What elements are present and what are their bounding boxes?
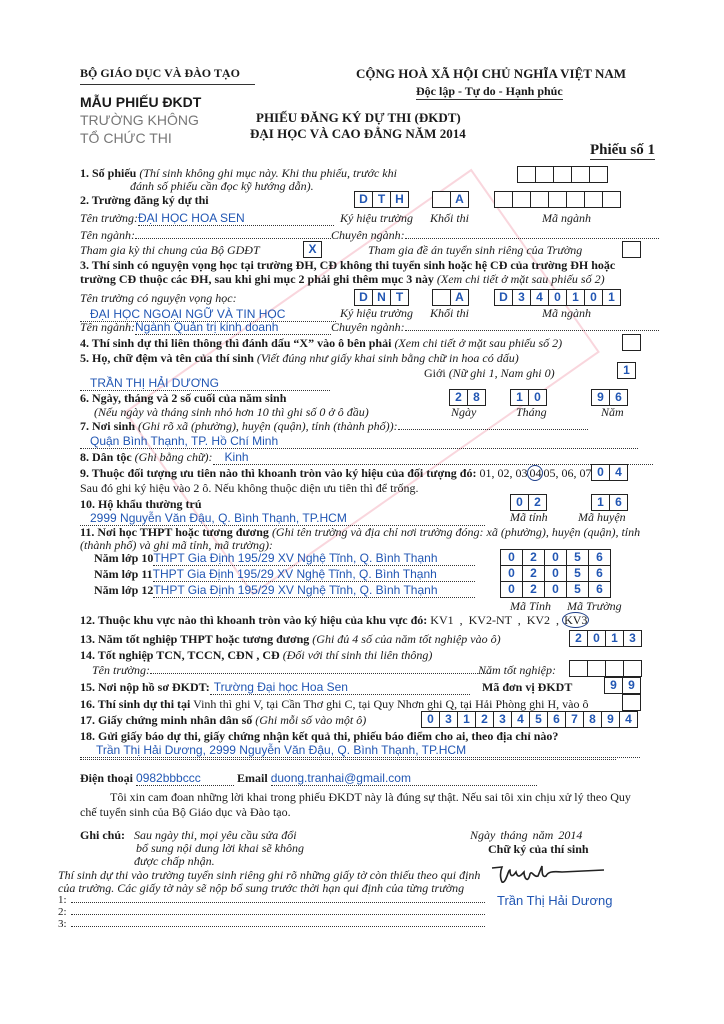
box-cell — [570, 661, 588, 676]
preferred-major-row — [80, 320, 659, 335]
section-11-note: (Ghi tên trường và địa chỉ nơi trường đóng: xã (phường), huyện (quận), tỉnh — [271, 525, 641, 539]
area-selected[interactable]: KV3 — [564, 613, 588, 627]
box-cell: 4 — [512, 712, 530, 727]
birth-year-boxes[interactable] — [591, 389, 628, 406]
contact-row — [80, 771, 537, 786]
full-name-row — [80, 374, 330, 392]
section-13-row — [80, 632, 501, 647]
section-1-label: 1. Số phiếu — [80, 166, 137, 180]
divider — [80, 84, 255, 85]
box-cell: 6 — [596, 566, 603, 580]
box-cell: 0 — [501, 550, 523, 565]
gender-note: (Nữ ghi 1, Nam ghi 0) — [448, 366, 555, 380]
box-cell: N — [373, 290, 391, 305]
box-cell — [433, 192, 451, 207]
birthplace-field[interactable]: Quận Bình Thạnh, TP. Hồ Chí Minh — [80, 434, 638, 449]
specialization-field[interactable] — [405, 238, 659, 239]
section-7-label: 7. Nơi sinh — [80, 419, 135, 433]
school-name-field[interactable]: ĐẠI HỌC HOA SEN — [138, 211, 334, 226]
box-cell: 2 — [534, 495, 541, 509]
exam-site-mark — [623, 695, 640, 710]
high-school-row — [94, 551, 475, 566]
preferred-school-code-label: Ký hiệu trường — [340, 306, 413, 320]
high-school-code-boxes[interactable] — [500, 549, 611, 566]
box-cell: 8 — [473, 390, 480, 404]
box-cell: 0 — [588, 631, 606, 646]
specialization-label: Chuyên ngành: — [331, 228, 405, 242]
section-1-note-2: đánh số phiếu cần đọc kỹ hướng dẫn). — [130, 179, 314, 193]
ethnicity-field[interactable]: Kinh — [213, 450, 653, 465]
preferred-major-code-boxes[interactable] — [494, 289, 621, 306]
signer-name: Trần Thị Hải Dương — [497, 893, 613, 908]
note-line-2: bổ sung nội dung lời khai sẽ không — [136, 841, 305, 855]
email-label: Email — [237, 771, 268, 785]
section-16-text: Vinh thì ghi V, tại Cần Thơ ghi C, tại Quy Nhơn ghi Q, tại Hải Phòng ghi H, vào ô — [193, 697, 589, 711]
section-14-row — [80, 648, 432, 663]
box-cell: 0 — [549, 290, 567, 305]
box-cell: 3 — [629, 631, 636, 645]
high-school-field[interactable]: THPT Gia Định 195/29 XV Nghệ Tĩnh, Q. Bình Thạnh — [153, 551, 475, 566]
missing-doc-2-field[interactable] — [71, 914, 485, 915]
box-cell: 6 — [615, 495, 622, 509]
box-cell: 5 — [567, 550, 589, 565]
id-number-boxes[interactable] — [421, 711, 638, 728]
form-id-boxes[interactable] — [517, 166, 608, 183]
major-label: Tên ngành: — [80, 228, 135, 242]
box-cell — [531, 192, 549, 207]
birth-month-boxes[interactable] — [510, 389, 547, 406]
hs-province-label: Mã Tỉnh — [510, 599, 552, 613]
preferred-school-label: Tên trường có nguyện vọng học: — [80, 291, 237, 305]
province-code-boxes[interactable] — [510, 494, 547, 511]
box-cell: 3 — [494, 712, 512, 727]
birthplace-row — [80, 432, 638, 450]
high-school-year-label: Năm lớp 11 — [94, 567, 153, 581]
box-cell — [518, 167, 536, 182]
s14-year-label: Năm tốt nghiệp: — [478, 663, 556, 677]
birthplace-extra-line[interactable] — [398, 429, 588, 430]
residence-field[interactable]: 2999 Nguyễn Văn Đậu, Q. Bình Thạnh, TP.HCM — [80, 511, 485, 526]
section-8-row — [80, 450, 653, 465]
box-cell — [495, 192, 513, 207]
section-3-label-2: trường CĐ thuộc các ĐH, sau khi ghi mục 2 phải ghi thêm mục 3 này — [80, 272, 434, 286]
section-3-label-2-row — [80, 272, 605, 287]
preferred-major-code-label: Mã ngành — [542, 306, 591, 320]
box-cell: 0 — [585, 290, 603, 305]
missing-doc-1-field[interactable] — [71, 902, 485, 903]
year-label: Năm — [601, 405, 624, 419]
section-15-label: 15. Nơi nộp hồ sơ ĐKDT: — [80, 680, 210, 694]
unit-code-label: Mã đơn vị ĐKDT — [482, 680, 573, 694]
high-school-row — [94, 567, 475, 582]
section-9-row — [80, 466, 591, 481]
section-17-note: (Ghi mỗi số vào một ô) — [255, 713, 367, 727]
section-5-label: 5. Họ, chữ đệm và tên của thí sinh — [80, 351, 254, 365]
signature-image — [488, 862, 608, 888]
box-cell — [590, 167, 607, 182]
s14-school-field[interactable] — [150, 673, 490, 674]
section-17-row — [80, 713, 366, 728]
section-15-row — [80, 680, 470, 695]
priority-code-boxes[interactable] — [591, 464, 628, 481]
box-cell: 1 — [458, 712, 476, 727]
preferred-block-boxes[interactable] — [432, 289, 469, 306]
school-code-label: Ký hiệu trường — [340, 211, 413, 225]
birth-day-boxes[interactable] — [449, 389, 486, 406]
preferred-school-code-boxes[interactable] — [354, 289, 409, 306]
box-cell: 9 — [605, 678, 623, 693]
high-school-year-label: Năm lớp 10 — [94, 551, 154, 565]
section-8-note: (Ghi bằng chữ): — [134, 450, 213, 464]
form-subtitle: ĐẠI HỌC VÀ CAO ĐẲNG NĂM 2014 — [250, 126, 466, 141]
section-10-label: 10. Hộ khẩu thường trú — [80, 497, 202, 511]
high-school-field[interactable]: THPT Gia Định 195/29 XV Nghệ Tĩnh, Q. Bình Thạnh — [153, 567, 475, 582]
missing-doc-1 — [58, 894, 485, 906]
box-cell — [624, 661, 641, 676]
box-cell — [606, 661, 624, 676]
high-school-field[interactable]: THPT Gia Định 195/29 XV Nghệ Tĩnh, Q. Bình Thạnh — [153, 583, 475, 598]
box-cell: 5 — [530, 712, 548, 727]
own-exam-label: Tham gia đề án tuyển sinh riêng của Trường — [368, 243, 583, 257]
priority-options-before: 01, 02, 03 — [479, 466, 528, 480]
box-cell: 3 — [440, 712, 458, 727]
box-cell: 3 — [513, 290, 531, 305]
gender-label-row — [424, 366, 555, 381]
box-cell: D — [355, 192, 373, 207]
joint-exam-label: Tham gia kỳ thi chung của Bộ GDĐT — [80, 243, 260, 257]
exam-site-box[interactable] — [622, 694, 641, 711]
box-cell: 0 — [534, 390, 541, 404]
box-cell: 0 — [511, 495, 529, 510]
section-5-note: (Viết đúng như giấy khai sinh bằng chữ in hoa có dấu) — [256, 351, 519, 365]
box-cell — [585, 192, 603, 207]
note-label: Ghi chú: — [80, 828, 126, 842]
section-4-row — [80, 336, 562, 351]
major-row — [80, 228, 659, 243]
high-school-row — [94, 583, 475, 598]
section-17-label: 17. Giấy chứng minh nhân dân số — [80, 713, 253, 727]
day-label: Ngày — [451, 405, 477, 419]
missing-doc-3-field[interactable] — [71, 926, 485, 927]
box-cell — [567, 192, 585, 207]
section-6-note: (Nếu ngày và tháng sinh nhỏ hơn 10 thì ghi số 0 ở ô đầu) — [94, 405, 369, 419]
box-cell — [513, 192, 531, 207]
section-12-label: 12. Thuộc khu vực nào thì khoanh tròn vào ký hiệu của khu vực đó: — [80, 613, 428, 627]
area-options: KV1 , KV2-NT , KV2 , — [430, 613, 560, 627]
mailing-address-field[interactable]: Trần Thị Hải Dương, 2999 Nguyễn Văn Đậu, Q. Bình Thạnh, TP.HCM — [80, 743, 640, 758]
section-12-row — [80, 613, 589, 628]
box-cell — [588, 661, 606, 676]
box-cell: 0 — [501, 566, 523, 581]
high-school-code-boxes[interactable] — [500, 565, 611, 582]
section-11-note-2: (thành phố) và ghi mã tỉnh, mã trường): — [80, 538, 273, 552]
box-cell: 0 — [545, 550, 567, 565]
transfer-mark — [623, 335, 640, 350]
box-cell: 4 — [531, 290, 549, 305]
gender-box[interactable] — [617, 362, 636, 379]
block-boxes[interactable] — [432, 191, 469, 208]
box-cell: 2 — [523, 582, 545, 597]
box-cell: 1 — [567, 290, 585, 305]
box-cell: D — [355, 290, 373, 305]
phone-label: Điện thoại — [80, 771, 134, 785]
box-cell: 6 — [615, 390, 622, 404]
box-cell: 0 — [545, 566, 567, 581]
box-cell: 4 — [615, 465, 622, 479]
box-cell: 8 — [584, 712, 602, 727]
block-label: Khối thi — [430, 211, 470, 225]
box-cell: 7 — [566, 712, 584, 727]
missing-doc-3-label: 3: — [58, 918, 67, 930]
box-cell: 4 — [625, 712, 632, 726]
mailing-row — [80, 741, 640, 759]
signature-date: Ngày tháng năm 2014 — [470, 828, 583, 842]
section-7-note: (Ghi rõ xã (phường), huyện (quận), tỉnh (thành phố)): — [138, 419, 398, 433]
box-cell: 9 — [592, 390, 610, 405]
box-cell: T — [373, 192, 391, 207]
month-label: Tháng — [516, 405, 547, 419]
high-school-code-boxes[interactable] — [500, 581, 611, 598]
section-5-row — [80, 351, 519, 366]
box-cell — [549, 192, 567, 207]
box-cell — [433, 290, 451, 305]
section-14-note: (Đối với thí sinh thi liên thông) — [282, 648, 433, 662]
form-title: PHIẾU ĐĂNG KÝ DỰ THI (ĐKDT) — [256, 110, 461, 125]
preferred-block-label: Khối thi — [430, 306, 470, 320]
section-9-line2: Sau đó ghi ký hiệu vào 2 ô. Nếu không thuộc diện ưu tiên thì để trống. — [80, 481, 419, 495]
missing-doc-2-label: 2: — [58, 906, 67, 918]
full-name-field[interactable]: TRẦN THỊ HẢI DƯƠNG — [80, 376, 330, 391]
box-cell: H — [395, 192, 404, 206]
declaration-line-1: Tôi xin cam đoan những lời khai trong phiếu ĐKDT này là đúng sự thật. Nếu sai tôi xin chịu xử lý theo Quy — [110, 790, 631, 804]
box-cell: 2 — [450, 390, 468, 405]
box-cell — [554, 167, 572, 182]
box-cell — [603, 192, 620, 207]
sample-title: MẪU PHIẾU ĐKDT — [80, 94, 202, 110]
email-field[interactable]: duong.tranhai@gmail.com — [271, 771, 537, 786]
s14-school-label: Tên trường: — [92, 663, 150, 677]
section-11-label: 11. Nơi học THPT hoặc tương đương — [80, 525, 269, 539]
box-cell: 0 — [592, 465, 610, 480]
box-cell: 2 — [476, 712, 494, 727]
joint-exam-mark: X — [308, 242, 317, 256]
section-13-label: 13. Năm tốt nghiệp THPT hoặc tương đương — [80, 632, 310, 646]
major-code-label: Mã ngành — [542, 211, 591, 225]
sample-subtitle-2: TỔ CHỨC THI — [80, 130, 172, 146]
box-cell: 6 — [596, 582, 603, 596]
high-school-year-label: Năm lớp 12 — [94, 583, 154, 597]
section-3-label-1: 3. Thí sinh có nguyện vọng học tại trường ĐH, CĐ không thi tuyển sinh hoặc hệ CĐ của trường ĐH hoặc — [80, 258, 616, 272]
section-2-label: 2. Trường đăng ký dự thi — [80, 193, 209, 207]
mailing-address-line-2[interactable] — [80, 758, 616, 760]
missing-docs-line-2: của trường. Các giấy tờ này sẽ nộp bổ sung trước thời hạn qui định của từng trường — [58, 881, 465, 895]
note-line-1: Sau ngày thi, mọi yêu cầu sửa đổi — [134, 828, 297, 842]
section-6-label: 6. Ngày, tháng và 2 số cuối của năm sinh — [80, 391, 287, 405]
school-name-label: Tên trường: — [80, 211, 138, 225]
preferred-major-field[interactable]: Ngành Quản trị kinh doanh — [135, 320, 331, 335]
s14-year-boxes[interactable] — [569, 660, 642, 677]
box-cell: 0 — [545, 582, 567, 597]
district-label: Mã huyện — [578, 510, 626, 524]
s14-school-row — [92, 663, 490, 678]
declaration-line-2: chế tuyển sinh của Bộ Giáo dục và Đào tạo. — [80, 805, 291, 819]
section-3-note: (Xem chi tiết ở mặt sau phiếu số 2) — [436, 272, 605, 286]
box-cell: 6 — [596, 550, 603, 564]
box-cell: 1 — [511, 390, 529, 405]
province-label: Mã tỉnh — [510, 510, 548, 524]
preferred-specialization-label: Chuyên ngành: — [331, 320, 405, 334]
box-cell: 1 — [608, 290, 615, 304]
joint-exam-checkbox[interactable] — [303, 241, 322, 258]
box-cell: 2 — [523, 566, 545, 581]
major-code-boxes[interactable] — [494, 191, 621, 208]
box-cell: D — [495, 290, 513, 305]
preferred-school-field[interactable]: ĐẠI HỌC NGOẠI NGỮ VÀ TIN HỌC — [80, 307, 336, 322]
phone-field[interactable]: 0982bbbccc — [136, 771, 234, 786]
major-field[interactable] — [135, 238, 331, 239]
ministry-name: BỘ GIÁO DỤC VÀ ĐÀO TẠO — [80, 66, 240, 80]
box-cell — [572, 167, 590, 182]
country-name: CỘNG HOÀ XÃ HỘI CHỦ NGHĨA VIỆT NAM — [356, 66, 627, 81]
motto: Độc lập - Tự do - Hạnh phúc — [416, 84, 563, 98]
section-9-label: 9. Thuộc đối tượng ưu tiên nào thì khoanh tròn vào ký hiệu của đối tượng đó: — [80, 466, 477, 480]
school-code-boxes[interactable] — [354, 191, 409, 208]
section-4-note: (Xem chi tiết ở mặt sau phiếu số 2) — [394, 336, 563, 350]
district-code-boxes[interactable] — [591, 494, 628, 511]
section-1-note: (Thí sinh không ghi mục này. Khi thu phiếu, trước khi — [139, 166, 397, 180]
box-cell: 1 — [606, 631, 624, 646]
box-cell: T — [395, 290, 404, 304]
section-16-label: 16. Thí sinh dự thi tại — [80, 697, 191, 711]
box-cell: 0 — [501, 582, 523, 597]
own-exam-mark — [623, 242, 640, 257]
note-line-3: được chấp nhận. — [134, 854, 215, 868]
box-cell: 9 — [602, 712, 620, 727]
hs-school-label: Mã Trường — [567, 599, 622, 613]
missing-docs-line-1: Thí sinh dự thi vào trường tuyển sinh riêng ghi rõ những giấy tờ còn thiếu theo qui định — [58, 868, 481, 882]
box-cell: 2 — [570, 631, 588, 646]
gender-label: Giới — [424, 366, 446, 380]
section-16-row — [80, 697, 588, 712]
section-14-label: 14. Tốt nghiệp TCN, TCCN, CĐN , CĐ — [80, 648, 280, 662]
missing-doc-1-label: 1: — [58, 894, 67, 906]
missing-doc-2 — [58, 906, 485, 918]
school-name-row — [80, 211, 334, 226]
box-cell: A — [455, 192, 464, 206]
box-cell: 0 — [422, 712, 440, 727]
missing-doc-3 — [58, 918, 485, 930]
graduation-year-boxes[interactable] — [569, 630, 642, 647]
submission-place-field[interactable]: Trường Đại học Hoa Sen — [210, 680, 470, 695]
priority-selected[interactable]: 04 — [529, 466, 542, 480]
box-cell: 9 — [628, 678, 635, 692]
unit-code-boxes[interactable] — [604, 677, 641, 694]
section-4-label: 4. Thí sinh dự thi liên thông thì đánh dấu “X” vào ô bên phải — [80, 336, 392, 350]
signature-label: Chữ ký của thí sinh — [488, 842, 589, 856]
box-cell: 1 — [592, 495, 610, 510]
transfer-checkbox[interactable] — [622, 334, 641, 351]
section-18-label: 18. Gửi giấy báo dự thi, giấy chứng nhận kết quả thi, phiếu báo điểm cho ai, theo địa chỉ nào? — [80, 729, 559, 743]
box-cell: 6 — [548, 712, 566, 727]
form-number: Phiếu số 1 — [590, 142, 656, 158]
preferred-major-label: Tên ngành: — [80, 320, 135, 334]
box-cell: 5 — [567, 566, 589, 581]
section-8-label: 8. Dân tộc — [80, 450, 132, 464]
box-cell: 2 — [523, 550, 545, 565]
gender-value: 1 — [623, 363, 630, 377]
sample-subtitle-1: TRƯỜNG KHÔNG — [80, 112, 199, 128]
priority-options-after: 05, 06, 07 — [543, 466, 592, 480]
preferred-specialization-field[interactable] — [405, 330, 659, 331]
own-exam-checkbox[interactable] — [622, 241, 641, 258]
section-13-note: (Ghi đủ 4 số của năm tốt nghiệp vào ô) — [312, 632, 501, 646]
box-cell — [536, 167, 554, 182]
box-cell: A — [455, 290, 464, 304]
box-cell: 5 — [567, 582, 589, 597]
